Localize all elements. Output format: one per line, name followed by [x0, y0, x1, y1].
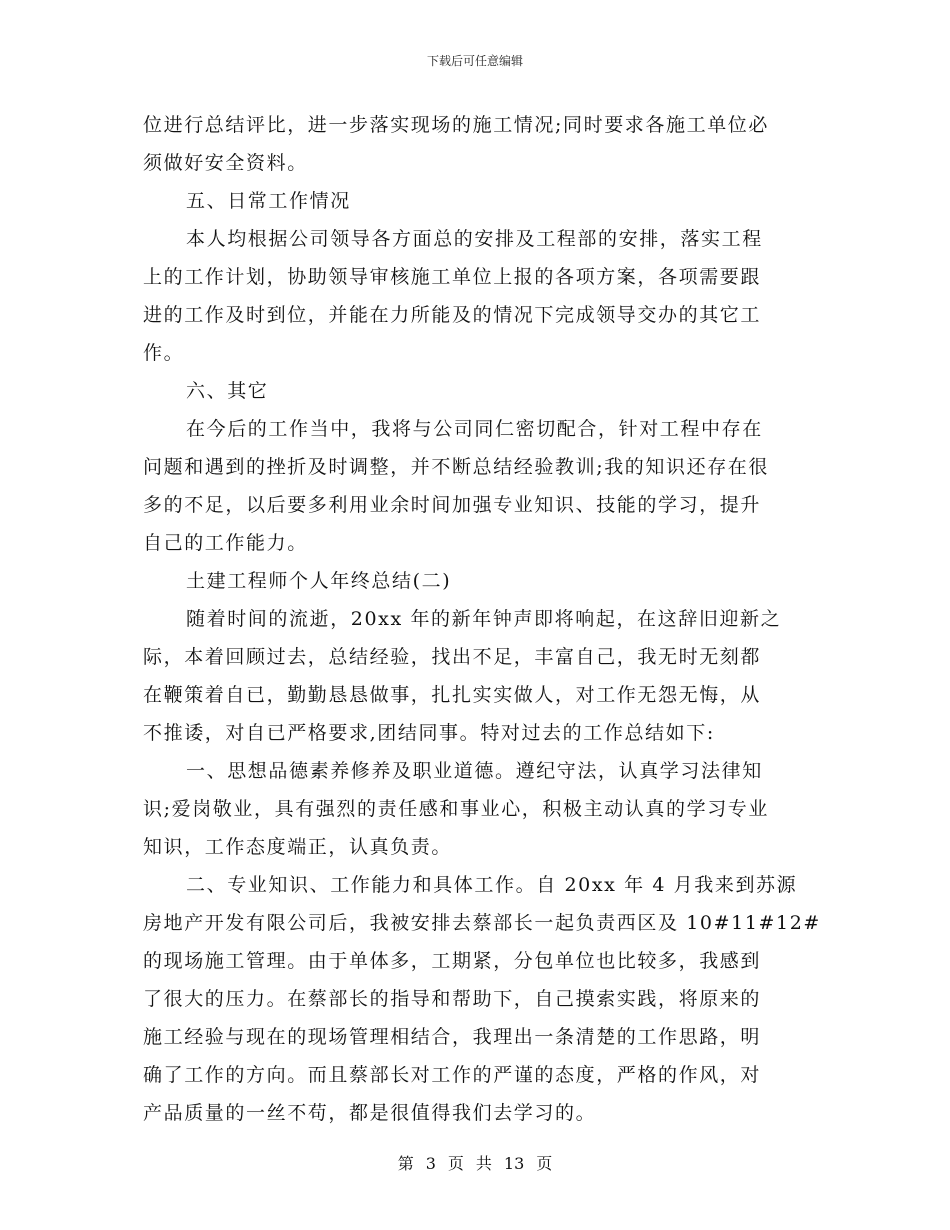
footer-prefix: 第	[397, 1154, 414, 1173]
text-line: 六、其它	[186, 380, 269, 402]
text-line: 在今后的工作当中，我将与公司同仁密切配合，针对工程中存在	[186, 418, 763, 440]
page-header: 下载后可任意编辑	[426, 54, 523, 68]
text-line: 本人均根据公司领导各方面总的安排及工程部的安排，落实工程	[186, 228, 763, 250]
text-line: 自己的工作能力。	[143, 532, 308, 554]
text-line: 一、思想品德素养修养及职业道德。遵纪守法，认真学习法律知	[186, 760, 763, 782]
footer-current-page: 3	[425, 1154, 436, 1173]
text-line: 的现场施工管理。由于单体多，工期紧，分包单位也比较多，我感到	[143, 950, 762, 972]
footer-total-pages: 13	[503, 1154, 525, 1173]
text-line: 不推诿，对自已严格要求,团结同事。特对过去的工作总结如下:	[143, 722, 715, 744]
text-line: 产品质量的一丝不苟，都是很值得我们去学习的。	[143, 1102, 597, 1124]
text-line: 了很大的压力。在蔡部长的指导和帮助下，自己摸索实践，将原来的	[143, 988, 762, 1010]
footer-total-word: 共	[475, 1154, 492, 1173]
text-line: 际，本着回顾过去，总结经验，找出不足，丰富自己，我无时无刻都	[143, 646, 762, 668]
text-line: 须做好安全资料。	[143, 152, 308, 174]
text-line: 随着时间的流逝，20xx 年的新年钟声即将响起，在这辞旧迎新之	[186, 608, 782, 630]
footer-page-word: 页	[447, 1154, 464, 1173]
footer-suffix: 页	[536, 1154, 553, 1173]
text-line: 进的工作及时到位，并能在力所能及的情况下完成领导交办的其它工	[143, 304, 762, 326]
text-line: 上的工作计划，协助领导审核施工单位上报的各项方案，各项需要跟	[143, 266, 762, 288]
body-text	[143, 106, 821, 1132]
text-line: 问题和遇到的挫折及时调整，并不断总结经验教训;我的知识还存在很	[143, 456, 770, 478]
text-line: 作。	[143, 342, 185, 364]
text-line: 确了工作的方向。而且蔡部长对工作的严谨的态度，严格的作风，对	[143, 1064, 762, 1086]
text-line: 识;爱岗敬业，具有强烈的责任感和事业心，积极主动认真的学习专业	[143, 798, 770, 820]
text-line: 多的不足，以后要多利用业余时间加强专业知识、技能的学习，提升	[143, 494, 762, 516]
page-footer	[0, 1152, 950, 1176]
text-line: 在鞭策着自已，勤勤恳恳做事，扎扎实实做人，对工作无怨无悔，从	[143, 684, 762, 706]
text-line: 房地产开发有限公司后，我被安排去蔡部长一起负责西区及 10#11#12#	[143, 912, 821, 934]
text-line: 二、专业知识、工作能力和具体工作。自 20xx 年 4 月我来到苏源	[186, 874, 798, 896]
text-line: 五、日常工作情况	[186, 190, 351, 212]
text-line: 施工经验与现在的现场管理相结合，我理出一条清楚的工作思路，明	[143, 1026, 762, 1048]
text-line: 位进行总结评比，进一步落实现场的施工情况;同时要求各施工单位必	[143, 114, 770, 136]
text-line: 知识，工作态度端正，认真负责。	[143, 836, 453, 858]
text-line: 土建工程师个人年终总结(二)	[186, 570, 452, 592]
